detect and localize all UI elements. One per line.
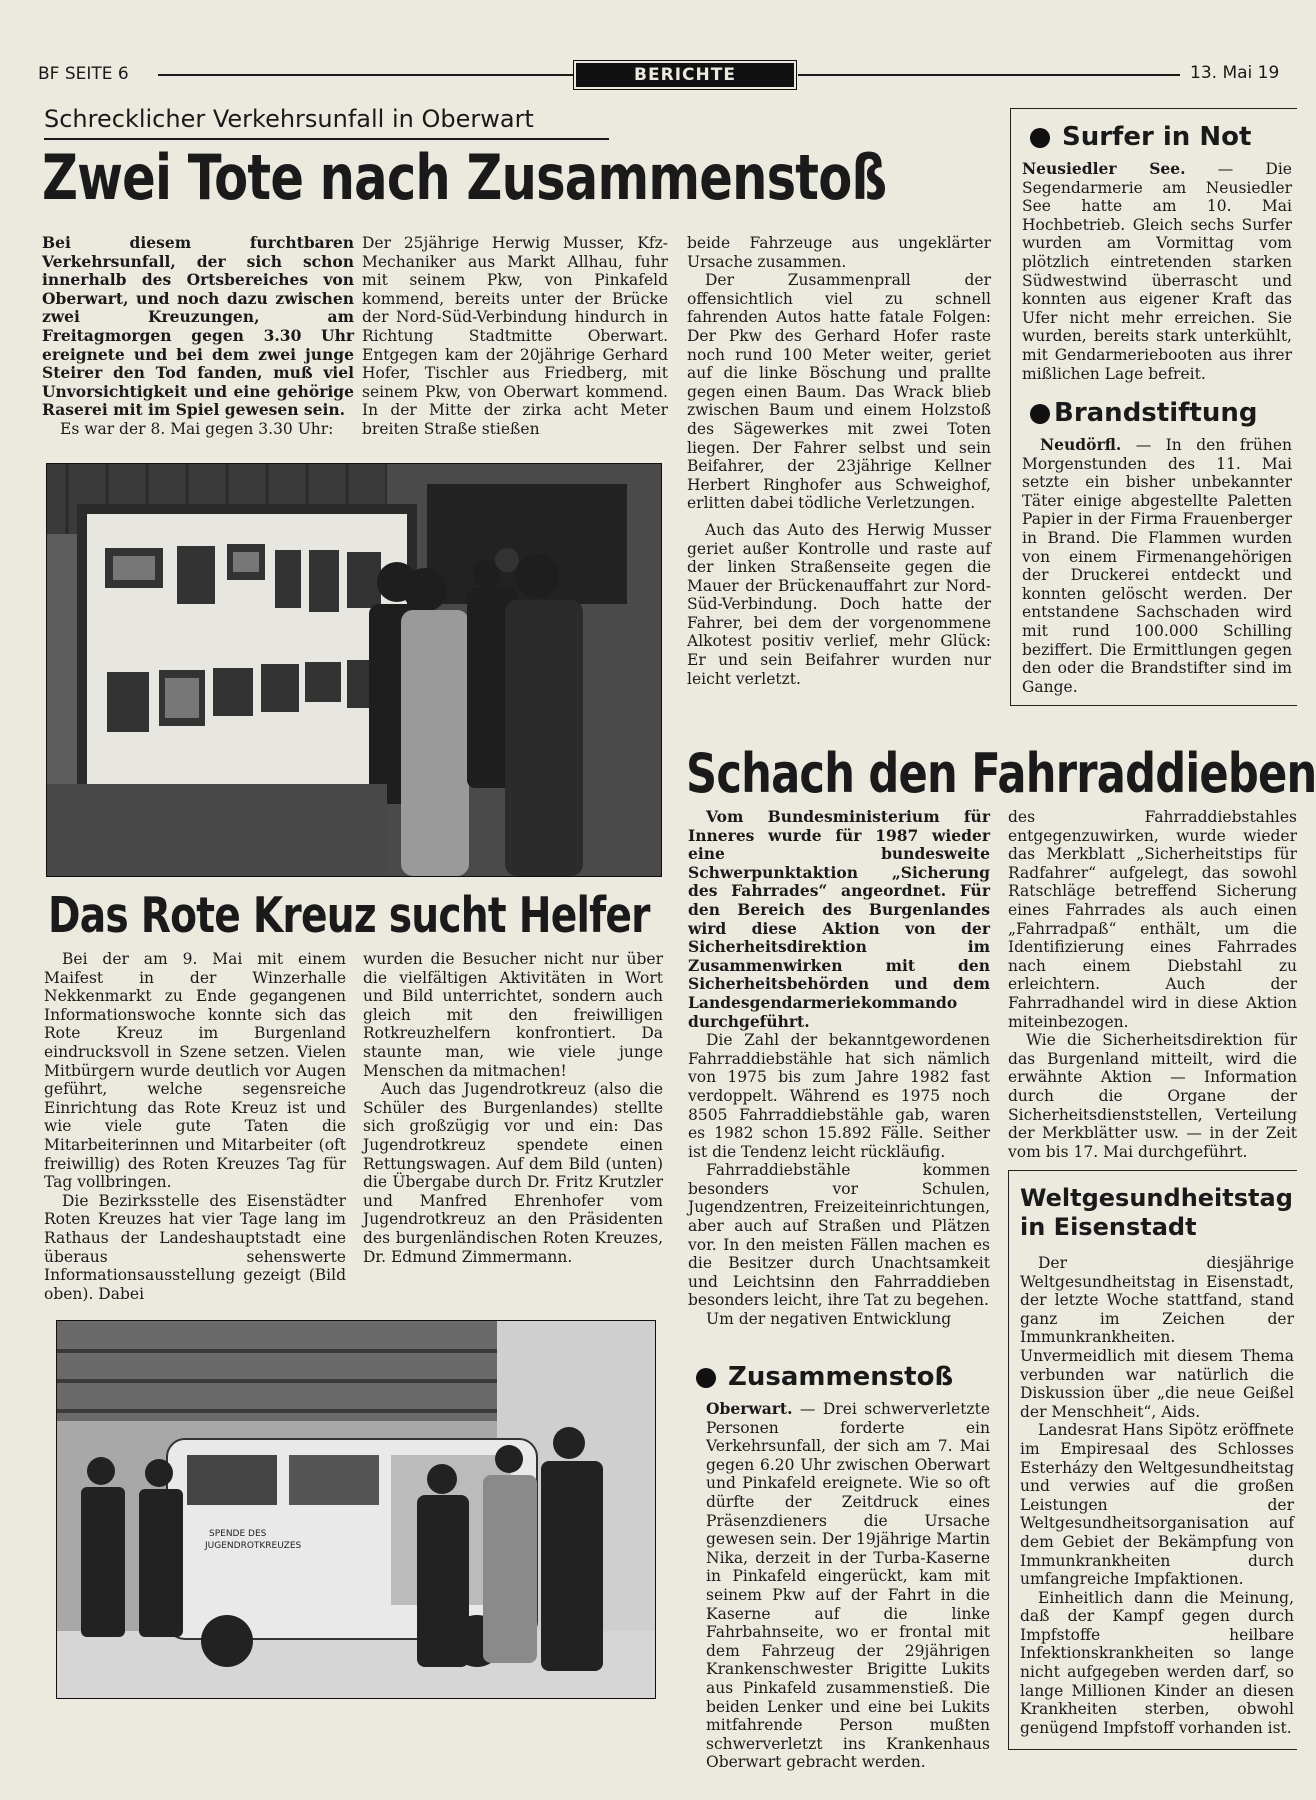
arson-title-text: Brandstiftung [1054,398,1258,428]
bike-p3: Um der negativen Entwicklung [706,1310,952,1329]
surfer-body: — Die Segendarmerie am Neusiedler See hatte am 10. Mai Hochbetrieb. Gleich sechs Surfer wurden am Vormittag vom plötzlich eintretenden starken Südwestwind überrascht und konnten aus eigener Kraft das Ufer nicht mehr erreichen. Sie wurden, bereits stark unterkühlt, mit Gendarmeriebooten aus ihrer mißlichen Lage befreit. [1022,160,1292,383]
arson-body: — In den frühen Morgenstunden des 11. Mai setzte ein bisher unbekannter Täter einige abgestellte Paletten Papier in der Firma Frauenberger in Brand. Die Flammen wurden von einem Firmenangehörigen der Druckerei entdeckt und konnten gelöscht werden. Der entstandene Sachschaden wird mit rund 100.000 Schilling beziffert. Die Ermittlungen gegen den oder die Brandstifter sind im Gange. [1022,436,1292,696]
main-p5: Auch das Auto des Herwig Musser geriet außer Kontrolle und raste auf der linken Straßenseite gegen die Mauer der Brückenauffahrt zur Nord-Süd-Verbindung. Doch hatte der Fahrer, bei dem der vorgenommene Alkotest positiv verlief, mehr Glück: Er und sein Beifahrer wurden nur leicht verletzt. [687,520,991,688]
collision-body: — Drei schwerverletzte Personen forderte ein Verkehrsunfall, der sich am 7. Mai gegen 6.20 Uhr zwischen Oberwart und Pinkafeld ereignete. Wie so oft dürfte der Zeitdruck eines Präsenzdieners die Ursache gewesen sein. Der 19jährige Martin Nika, derzeit in der Turba-Kaserne in Pinkafeld eingerückt, kam mit seinem Pkw auf der Fahrt in die Kaserne auf die linke Fahrbahnseite, wo er frontal mit dem Fahrzeug der 29jährigen Krankenschwester Brigitte Lukits aus Pinkafeld zusammenstieß. Die beiden Lenker und eine bei Lukits mitfahrende Person mußten schwerverletzt ins Krankenhaus Oberwart gebracht werden. [706,1400,990,1772]
bullet-icon [696,1368,716,1388]
surfer-text [1022,159,1292,383]
red-cross-col-2 [363,950,663,1305]
collision-title [696,1362,953,1392]
collision-text [706,1399,990,1772]
main-p4: Der Zusammenprall der offensichtlich viel zu schnell fahrenden Autos hatte fatale Folgen: Der Pkw des Gerhard Hofer raste noch rund 100 Meter weiter, geriet auf die linke Böschung und prallte gegen einen Baum. Das Wrack blieb zwischen Baum und einem Holzstoß des Sägewerkes mit zwei Toten liegen. Der Fahrer selbst und sein Beifahrer, der 23jährige Kellner Herbert Ringhofer aus Schweighof, erlitten dabei tödliche Verletzungen. [687,271,991,513]
surfer-title-text: Surfer in Not [1062,122,1252,152]
main-p2: Der 25jährige Herwig Musser, Kfz-Mechaniker aus Markt Allhau, fuhr mit seinem Pkw, von Pinkafeld kommend, bereits unter der Brücke der Nord-Süd-Verbindung hindurch in Richtung Stadtmitte Oberwart. Entgegen kam der 20jährige Gerhard Hofer, Tischler aus Friedberg, mit seinem Pkw, von Oberwart kommend. In der Mitte der zirka acht Meter breiten Straße stießen [362,234,668,438]
main-p1: Es war der 8. Mai gegen 3.30 Uhr: [60,419,334,438]
main-col-3 [687,234,991,714]
red-cross-p2: Die Bezirksstelle des Eisenstädter Roten Kreuzes hat vier Tage lang im Rathaus der Landeshauptstadt eine überaus sehenswerte Informationsausstellung gezeigt (Bild oben). Dabei [44,1191,346,1303]
main-col-2 [362,234,668,440]
main-col-1 [42,234,354,440]
ambulance-photo-image [57,1321,655,1698]
red-cross-p4: Auch das Jugendrotkreuz (also die Schüler des Burgenlandes) stellte sich großzügig vor und ein: Das Jugendrotkreuz spendete einen Rettungswagen. Auf dem Bild (unten) die Übergabe durch Dr. Fritz Krutzler und Manfred Ehrenhofer vom Jugendrotkreuz an den Präsidenten des burgenländischen Roten Kreuzes, Dr. Edmund Zimmermann. [363,1080,663,1266]
bike-p1: Die Zahl der bekanntgewordenen Fahrraddiebstähle hat sich nämlich von 1975 bis zum Jahre 1982 fast verdoppelt. Während es 1975 noch 8505 Fahrraddiebstähle gab, waren es 1982 schon 15.892 Fälle. Seither ist die Tendenz leicht rückläufig. [688,1031,990,1161]
bike-col-2 [1008,808,1297,1161]
ambulance-photo [56,1320,656,1699]
section-label: BERICHTE [576,63,794,87]
red-cross-p3: wurden die Besucher nicht nur über die vielfältigen Aktivitäten in Wort und Bild unterrichtet, sondern auch gleich mit den freiwilligen Rotkreuzhelfern konfrontiert. Da staunte man, wie viele junge Menschen da mitmachen! [363,950,663,1080]
collision-title-text: Zusammenstoß [728,1362,954,1392]
bike-headline: Schach den Fahrraddieben [686,742,1316,805]
exhibition-photo [46,463,662,877]
bike-lead: Vom Bundesministerium für Inneres wurde für 1987 wieder eine bundesweite Schwerpunktaktion „Sicherung des Fahrrades“ angeordnet. Für den Bereich des Burgenlandes wird diese Aktion von der Sicherheitsdirektion im Zusammenwirken mit den Sicherheitsbehörden und dem Landesgendarmeriekommando durchgeführt. [688,807,990,1031]
van-label-1: SPENDE DES [209,1529,267,1539]
bike-p5: Wie die Sicherheitsdirektion für das Burgenland mitteilt, wird die erwähnte Aktion — Information durch die Organe der Sicherheitsdienststellen, Verteilung der Merkblätter usw. — in der Zeit vom bis 17. Mai durchgeführt. [1008,1031,1297,1161]
main-headline: Zwei Tote nach Zusammenstoß [42,141,887,214]
header-rule-left [158,74,573,76]
health-p2: Landesrat Hans Sipötz eröffnete im Empiresaal des Schlosses Esterházy den Weltgesundheitstag und verwies auf die großen Leistungen der Weltgesundheitsorganisation auf dem Gebiet der Bekämpfung von Immunkrankheiten durch umfangreiche Impfaktionen. [1020,1421,1294,1589]
issue-date: 13. Mai 19 [1190,63,1280,83]
page-number: BF SEITE 6 [38,64,129,84]
surfer-dateline: Neusiedler See. [1022,159,1186,178]
bike-p4: des Fahrraddiebstahles entgegenzuwirken, wurde wieder das Merkblatt „Sicherheitstips für Radfahrer“ aufgelegt, das sowohl Ratschläge betreffend Sicherung eines Fahrrades als auch einen „Fahrradpaß“ enthält, um die Identifizierung eines Fahrrades nach einem Diebstahl zu erleichtern. Auch der Fahrradhandel wird in diese Aktion miteinbezogen. [1008,808,1297,1031]
arson-title [1030,398,1258,428]
bullet-icon [1030,404,1050,424]
bullet-icon [1030,128,1050,148]
surfer-title [1030,122,1251,152]
header-rule-right [798,74,1180,76]
collision-dateline: Oberwart. [706,1399,793,1418]
health-title-line-2: in Eisenstadt [1020,1213,1197,1241]
article-kicker: Schrecklicher Verkehrsunfall in Oberwart [44,105,534,133]
bike-col-1 [688,808,990,1338]
main-p3: beide Fahrzeuge aus ungeklärter Ursache zusammen. [687,234,991,271]
arson-text [1022,436,1292,698]
health-title [1020,1184,1293,1242]
main-lead: Bei diesem furchtbaren Verkehrsunfall, der sich schon innerhalb des Ortsbereiches von Oberwart, und noch dazu zwischen zwei Kreuzungen, am Freitagmorgen gegen 3.30 Uhr ereignete und bei dem zwei junge Steirer den Tod fanden, muß viel Unvorsichtigkeit und eine gehörige Raserei mit im Spiel gewesen sein. [42,233,354,420]
van-label-2: JUGENDROTKREUZES [205,1541,302,1551]
exhibition-photo-image [47,464,661,876]
health-p1: Der diesjährige Weltgesundheitstag in Eisenstadt, der letzte Woche stattfand, stand ganz im Zeichen der Immunkrankheiten. Unvermeidlich mit diesem Thema verbunden war natürlich die Diskussion über „die neue Geißel der Menschheit“, Aids. [1020,1254,1294,1421]
health-p3: Einheitlich dann die Meinung, daß der Kampf gegen durch Impfstoffe heilbare Infektionskrankheiten so lange nicht aufgegeben werden darf, so lange Millionen Kinder an diesen Krankheiten sterben, obwohl genügend Impfstoff vorhanden ist. [1020,1588,1294,1737]
health-title-line-1: Weltgesundheitstag [1020,1184,1293,1212]
red-cross-p1: Bei der am 9. Mai mit einem Maifest in der Winzerhalle Nekkenmarkt zu Ende gegangenen Informationswoche konnte sich das Rote Kreuz im Burgenland eindrucksvoll in Szene setzen. Vielen Mitbürgern wurde deutlich vor Augen geführt, welche segensreiche Einrichtung das Rote Kreuz ist und wie viele gute Taten die Mitarbeiterinnen und Mitarbeiter (oft freiwillig) des Roten Kreuzes Tag für Tag vollbringen. [44,950,346,1192]
red-cross-col-1 [44,950,346,1305]
red-cross-headline: Das Rote Kreuz sucht Helfer [48,887,650,944]
health-text [1020,1254,1294,1742]
arson-dateline: Neudörfl. [1040,435,1122,454]
bike-p2: Fahrraddiebstähle kommen besonders vor Schulen, Jugendzentren, Freizeiteinrichtungen, aber auch auf Straßen und Plätzen vor. In den meisten Fällen machen es die Besitzer durch Unachtsamkeit und Leichtsinn den Fahrraddieben besonders leicht, ihre Tat zu begehen. [688,1161,990,1310]
